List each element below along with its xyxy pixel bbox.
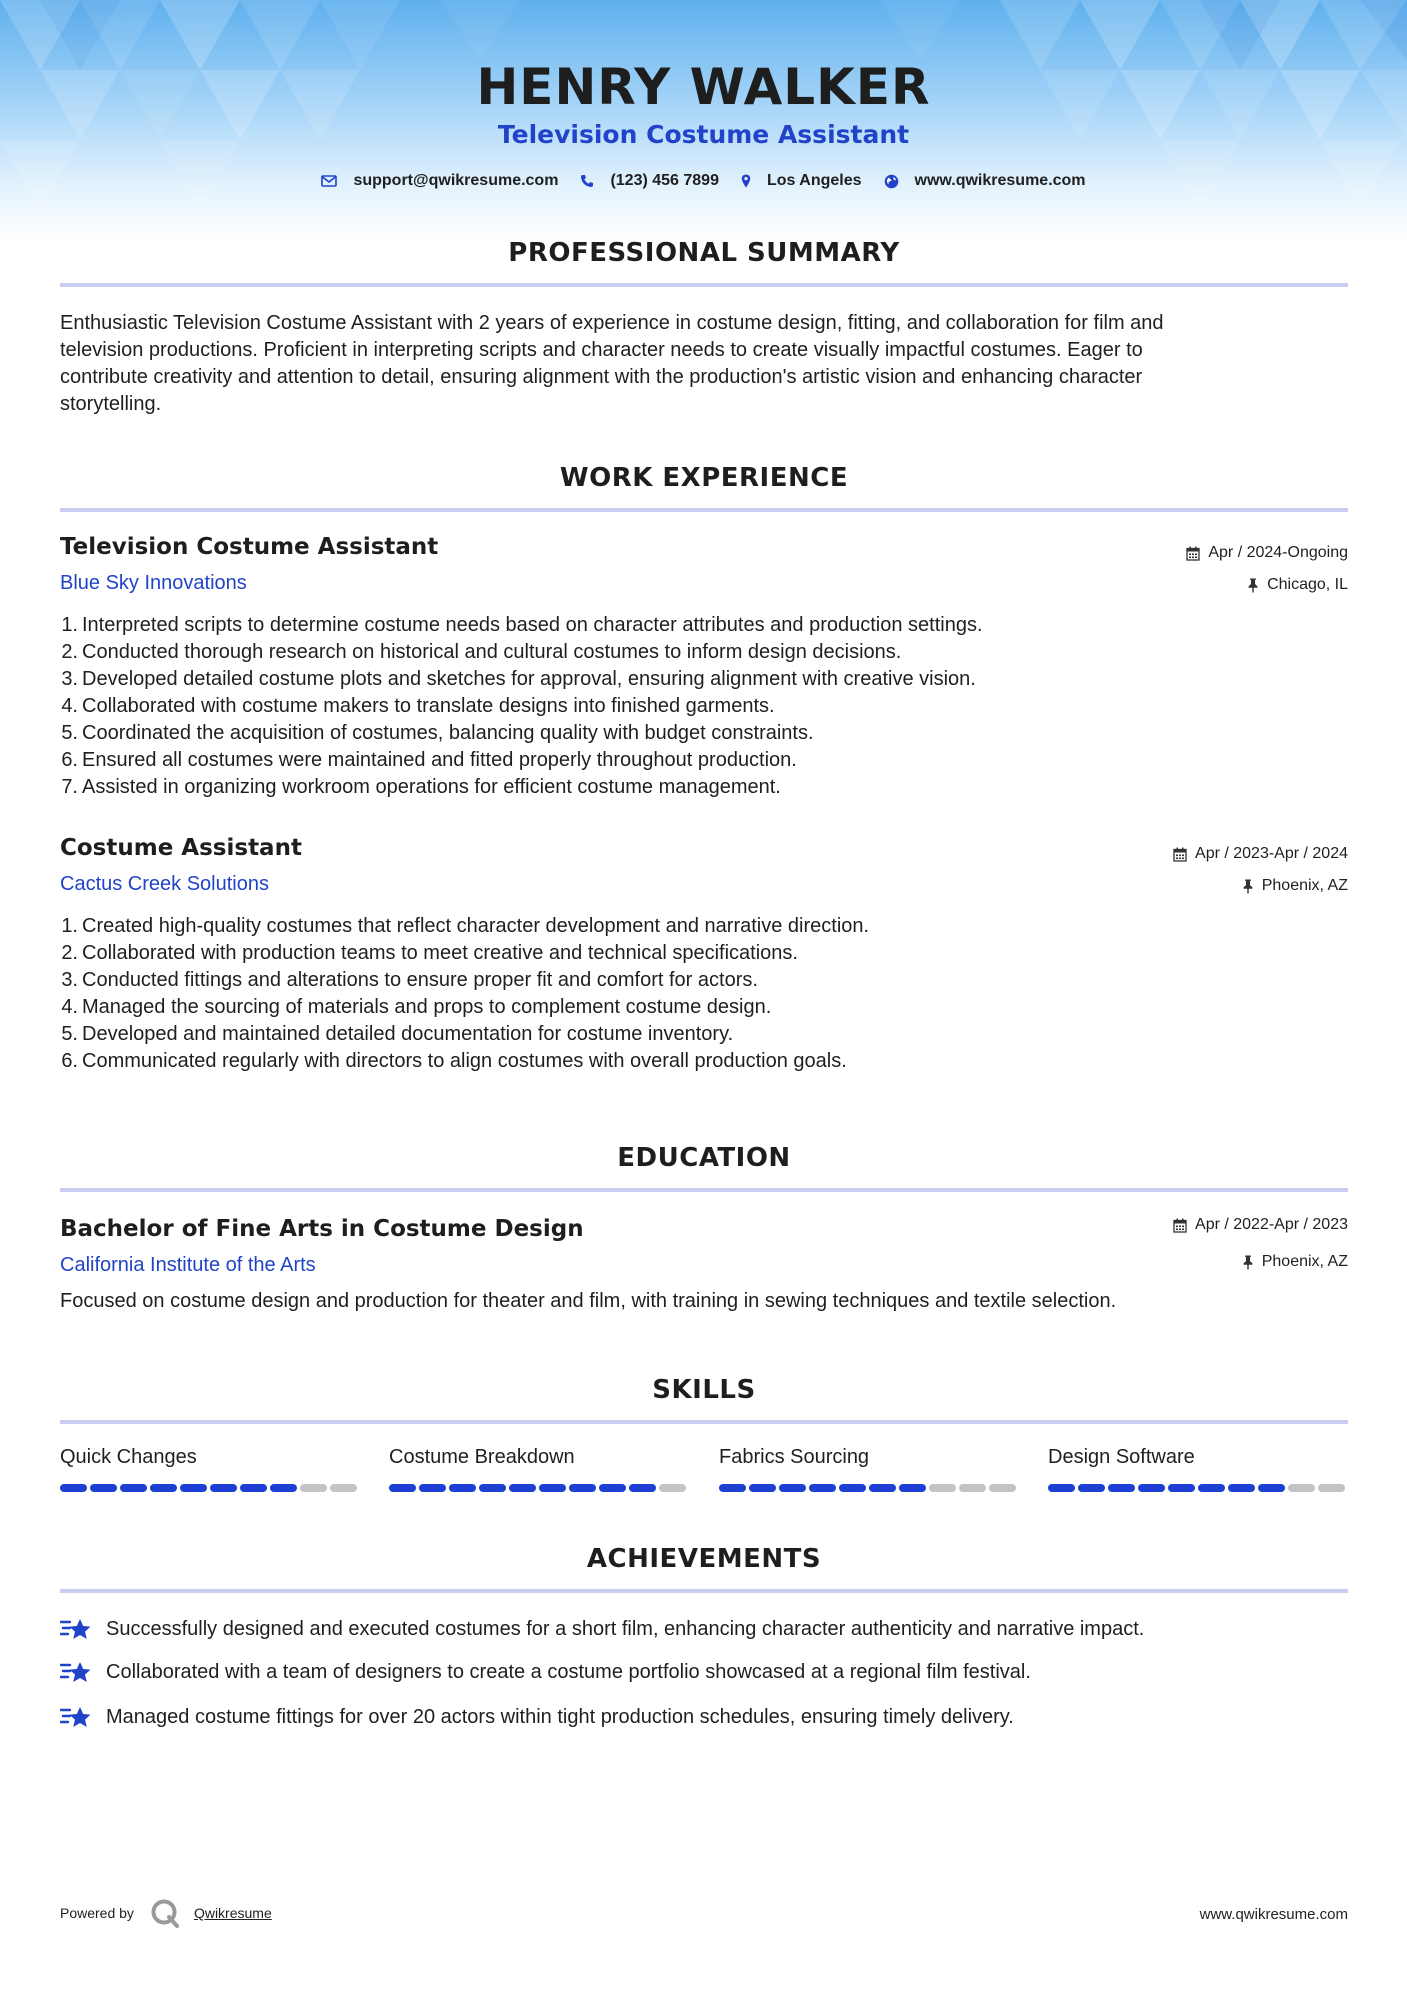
company-name: Blue Sky Innovations — [60, 572, 247, 594]
achievements-heading: ACHIEVEMENTS — [586, 1544, 822, 1574]
list-item: 3. Conducted fittings and alterations to ensure proper fit and comfort for actors. — [61, 969, 758, 991]
globe-icon — [884, 174, 899, 189]
skill-segment-empty — [330, 1484, 357, 1492]
skill-segment-filled — [1108, 1484, 1135, 1492]
phone-text: (123) 456 7899 — [610, 172, 719, 189]
location-text: Los Angeles — [766, 172, 862, 189]
list-item: 5. Developed and maintained detailed documentation for costume inventory. — [61, 1023, 734, 1045]
achievements-divider — [60, 1589, 1348, 1593]
summary-text — [60, 310, 1350, 418]
achievement-text: Collaborated with a team of designers to create a costume portfolio showcased at a regional film festival. — [106, 1660, 1031, 1683]
skill-segment-empty — [300, 1484, 327, 1492]
skill-level-bar — [1048, 1484, 1348, 1492]
skill-segment-filled — [419, 1484, 446, 1492]
skill-segment-filled — [180, 1484, 207, 1492]
skill-segment-filled — [749, 1484, 776, 1492]
powered-by-label: Powered by — [60, 1905, 134, 1921]
skill-name: Costume Breakdown — [389, 1446, 575, 1468]
list-item: 6. Communicated regularly with directors to align costumes with overall production goals. — [61, 1050, 847, 1072]
dates-text: Apr / 2022-Apr / 2023 — [1195, 1216, 1348, 1233]
calendar-icon — [1173, 1218, 1187, 1233]
star-icon — [60, 1616, 92, 1642]
skill-level-bar — [719, 1484, 1019, 1492]
qwikresume-logo-icon — [150, 1898, 180, 1928]
skill-segment-filled — [210, 1484, 237, 1492]
skills-divider — [60, 1420, 1348, 1424]
skill-segment-filled — [899, 1484, 926, 1492]
footer-powered-by — [60, 1898, 272, 1928]
star-icon — [60, 1704, 92, 1730]
contact-website[interactable] — [884, 172, 1086, 190]
dates-text: Apr / 2024-Ongoing — [1208, 544, 1348, 561]
skill-level-bar — [60, 1484, 360, 1492]
skill-segment-filled — [240, 1484, 267, 1492]
skill-segment-filled — [869, 1484, 896, 1492]
summary-line: television productions. Proficient in interpreting scripts and character needs to create visually impactful costumes. Eager to — [60, 339, 1143, 361]
skill-item — [719, 1446, 1019, 1492]
job-bullets — [60, 913, 1340, 1075]
job-location — [1247, 576, 1348, 594]
job-dates — [1173, 845, 1348, 863]
candidate-title: Television Costume Assistant — [497, 120, 910, 149]
list-item: 1. Created high-quality costumes that reflect character development and narrative direction. — [61, 915, 870, 937]
list-item: 6. Ensured all costumes were maintained and fitted properly throughout production. — [61, 749, 797, 771]
skill-segment-filled — [150, 1484, 177, 1492]
education-description: Focused on costume design and production for theater and film, with training in sewing techniques and textile selection. — [60, 1290, 1117, 1312]
summary-heading: PROFESSIONAL SUMMARY — [508, 238, 900, 268]
skill-segment-empty — [989, 1484, 1016, 1492]
education-heading: EDUCATION — [617, 1143, 791, 1173]
skill-segment-filled — [90, 1484, 117, 1492]
list-item: 1. Interpreted scripts to determine costume needs based on character attributes and production settings. — [61, 614, 983, 636]
phone-icon — [580, 174, 594, 188]
pushpin-icon — [1247, 578, 1259, 593]
degree-title: Bachelor of Fine Arts in Costume Design — [60, 1216, 584, 1242]
skill-segment-filled — [1168, 1484, 1195, 1492]
achievement-text: Successfully designed and executed costumes for a short film, enhancing character authenticity and narrative impact. — [106, 1617, 1145, 1640]
list-item: 4. Collaborated with costume makers to translate designs into finished garments. — [61, 695, 775, 717]
skill-segment-empty — [929, 1484, 956, 1492]
envelope-icon — [321, 175, 337, 187]
skill-item — [60, 1446, 360, 1492]
skill-segment-filled — [539, 1484, 566, 1492]
skill-item — [389, 1446, 689, 1492]
map-pin-icon — [741, 174, 751, 188]
summary-line: storytelling. — [60, 393, 162, 415]
skills-heading: SKILLS — [652, 1375, 756, 1405]
skill-segment-filled — [569, 1484, 596, 1492]
contact-location — [741, 172, 862, 190]
job-title: Costume Assistant — [60, 835, 302, 861]
experience-divider — [60, 508, 1348, 512]
contact-bar — [0, 172, 1407, 190]
skill-segment-filled — [270, 1484, 297, 1492]
location-text: Phoenix, AZ — [1261, 1253, 1348, 1270]
summary-line: Enthusiastic Television Costume Assistant with 2 years of experience in costume design, fitting, and collaboration for film and — [60, 312, 1164, 334]
website-text: www.qwikresume.com — [914, 172, 1086, 189]
email-text: support@qwikresume.com — [353, 172, 559, 189]
skill-segment-filled — [60, 1484, 87, 1492]
skill-segment-filled — [389, 1484, 416, 1492]
skill-segment-filled — [629, 1484, 656, 1492]
achievement-text: Managed costume fittings for over 20 actors within tight production schedules, ensuring timely delivery. — [106, 1705, 1014, 1728]
skill-name: Quick Changes — [60, 1446, 197, 1468]
contact-phone[interactable] — [580, 172, 719, 190]
calendar-icon — [1173, 847, 1187, 862]
job-title: Television Costume Assistant — [60, 534, 439, 560]
skill-name: Design Software — [1048, 1446, 1195, 1468]
summary-line: contribute creativity and attention to detail, ensuring alignment with the production's artistic vision and enhancing character — [60, 366, 1143, 388]
list-item: 2. Collaborated with production teams to meet creative and technical specifications. — [61, 942, 798, 964]
skill-segment-filled — [779, 1484, 806, 1492]
school-name: California Institute of the Arts — [60, 1254, 316, 1276]
list-item: 5. Coordinated the acquisition of costumes, balancing quality with budget constraints. — [61, 722, 814, 744]
skill-name: Fabrics Sourcing — [719, 1446, 870, 1468]
list-item: 2. Conducted thorough research on historical and cultural costumes to inform design decisions. — [61, 641, 902, 663]
location-text: Chicago, IL — [1267, 576, 1348, 593]
pushpin-icon — [1242, 1255, 1254, 1270]
skill-segment-empty — [1318, 1484, 1345, 1492]
skill-segment-filled — [1048, 1484, 1075, 1492]
education-location — [1242, 1253, 1348, 1271]
list-item: 7. Assisted in organizing workroom operations for efficient costume management. — [61, 776, 781, 798]
dates-text: Apr / 2023-Apr / 2024 — [1195, 845, 1348, 862]
achievement-item — [60, 1659, 1031, 1685]
skill-segment-filled — [479, 1484, 506, 1492]
skill-segment-filled — [1258, 1484, 1285, 1492]
skill-segment-empty — [659, 1484, 686, 1492]
skill-segment-filled — [1138, 1484, 1165, 1492]
list-item: 4. Managed the sourcing of materials and props to complement costume design. — [61, 996, 772, 1018]
candidate-name: HENRY WALKER — [476, 58, 931, 116]
job-bullets — [60, 612, 1340, 801]
skill-segment-filled — [809, 1484, 836, 1492]
skill-segment-empty — [1288, 1484, 1315, 1492]
skill-segment-filled — [719, 1484, 746, 1492]
footer-website[interactable]: www.qwikresume.com — [1199, 1906, 1348, 1923]
list-item: 3. Developed detailed costume plots and sketches for approval, ensuring alignment with creative vision. — [61, 668, 976, 690]
company-name: Cactus Creek Solutions — [60, 873, 269, 895]
skill-segment-filled — [599, 1484, 626, 1492]
education-divider — [60, 1188, 1348, 1192]
location-text: Phoenix, AZ — [1261, 877, 1348, 894]
achievement-item — [60, 1616, 1144, 1642]
skill-segment-filled — [839, 1484, 866, 1492]
star-icon — [60, 1659, 92, 1685]
skill-segment-filled — [1228, 1484, 1255, 1492]
skill-segment-empty — [959, 1484, 986, 1492]
summary-divider — [60, 283, 1348, 287]
skill-item — [1048, 1446, 1348, 1492]
pushpin-icon — [1242, 879, 1254, 894]
job-dates — [1186, 544, 1348, 562]
skill-segment-filled — [449, 1484, 476, 1492]
skill-segment-filled — [1198, 1484, 1225, 1492]
skill-segment-filled — [509, 1484, 536, 1492]
skill-level-bar — [389, 1484, 689, 1492]
brand-link[interactable]: Qwikresume — [193, 1905, 272, 1921]
calendar-icon — [1186, 546, 1200, 561]
achievement-item — [60, 1704, 1014, 1730]
experience-heading: WORK EXPERIENCE — [559, 463, 849, 493]
job-location — [1242, 877, 1348, 895]
education-dates — [1173, 1216, 1348, 1234]
contact-email[interactable] — [321, 172, 558, 190]
skill-segment-filled — [120, 1484, 147, 1492]
skill-segment-filled — [1078, 1484, 1105, 1492]
